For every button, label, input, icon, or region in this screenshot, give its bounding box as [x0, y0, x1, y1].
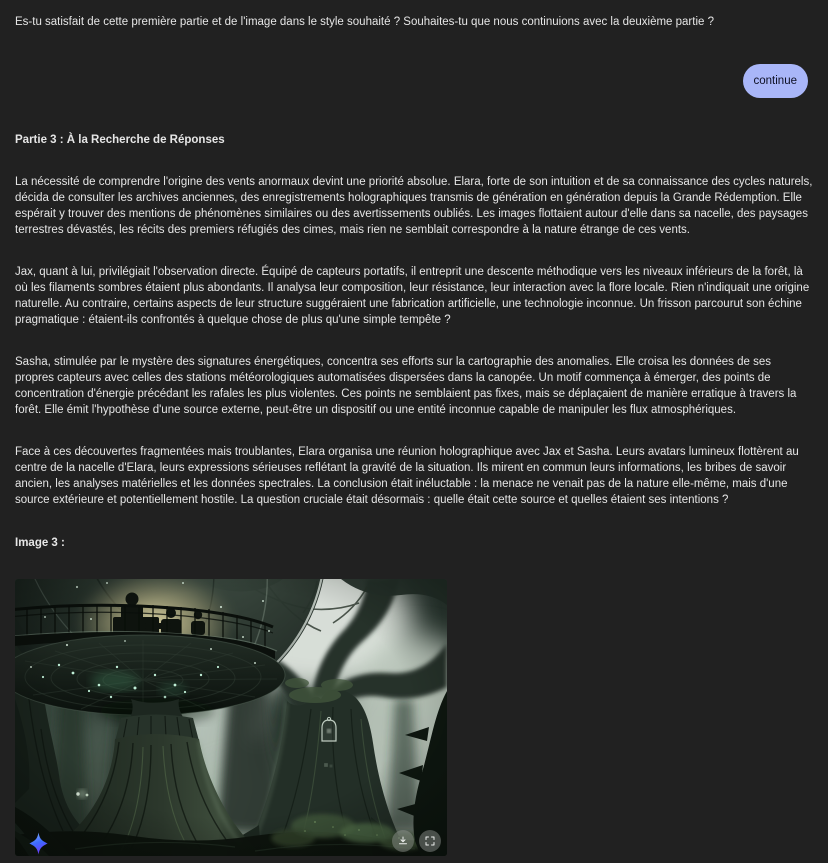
story-paragraph: Face à ces découvertes fragmentées mais troublantes, Elara organisa une réunion holographique avec Jax et Sasha. Leurs avatars lumineux flottèrent au centre de la nacelle d'Elara, leurs expressions sérieuses reflétant la gravité de la situation. Ils mirent en commun leurs informations, les bribes de savoir ancien, les analyses matérielles et les données spectrales. La conclusion était inéluctable : la menace ne venait pas de la nature elle-même, mais d'une source extérieure et potentiellement hostile. La question cruciale était désormais : quelle était cette source et quelles étaient ses intentions ?	[15, 446, 799, 506]
download-icon	[397, 835, 409, 847]
download-button[interactable]	[392, 830, 414, 852]
story-paragraph: La nécessité de comprendre l'origine des vents anormaux devint une priorité absolue. Elara, forte de son intuition et de sa connaissance des cycles naturels, décida de consulter les archives anciennes, des enregistrements holographiques transmis de génération en génération depuis la Grande Rédemption. Elle espérait y trouver des mentions de phénomènes similaires ou des avertissements oubliés. Les images flottaient autour d'elle dans sa nacelle, des paysages terrestres dévastés, les récits des premiers réfugiés des cimes, mais rien ne semblait correspondre à la nature étrange de ces vents.	[15, 176, 813, 236]
user-message-bubble[interactable]: continue	[743, 64, 808, 98]
expand-icon	[424, 835, 436, 847]
expand-button[interactable]	[419, 830, 441, 852]
story-paragraph: Jax, quant à lui, privilégiait l'observation directe. Équipé de capteurs portatifs, il entreprit une descente méthodique vers les niveaux inférieurs de la forêt, là où les filaments sombres étaient plus abondants. Il analysa leur composition, leur résistance, leur interaction avec la flore locale. Rien n'indiquait une origine naturelle. Au contraire, certains aspects de leur structure suggéraient une fabrication artificielle, une technologie inconnue. Un frisson parcourut son échine pragmatique : étaient-ils confrontés à quelque chose de plus qu'une simple tempête ?	[15, 266, 810, 326]
story-heading: Partie 3 : À la Recherche de Réponses	[15, 134, 225, 146]
image-label: Image 3 :	[15, 537, 65, 549]
story-paragraph: Sasha, stimulée par le mystère des signatures énergétiques, concentra ses efforts sur la cartographie des anomalies. Elle croisa les données de ses propres capteurs avec celles des stations météorologiques automatisées dispersées dans la canopée. Un motif commença à émerger, des points de concentration d'énergie précédant les rafales les plus violentes. Ces points ne semblaient pas fixes, mais se déplaçaient de manière erratique à travers la forêt. Elle émit l'hypothèse d'une source externe, peut-être un dispositif ou une entité inconnue capable de manipuler les flux atmosphériques.	[15, 356, 797, 416]
generated-image[interactable]	[15, 579, 447, 856]
assistant-message: Es-tu satisfait de cette première partie et de l'image dans le style souhaité ? Souhaites-tu que nous continuions avec la deuxième partie ?	[15, 16, 714, 28]
scene-illustration	[15, 579, 447, 856]
image-actions	[392, 830, 441, 852]
sparkle-icon	[27, 832, 50, 855]
user-message-row	[15, 64, 808, 98]
